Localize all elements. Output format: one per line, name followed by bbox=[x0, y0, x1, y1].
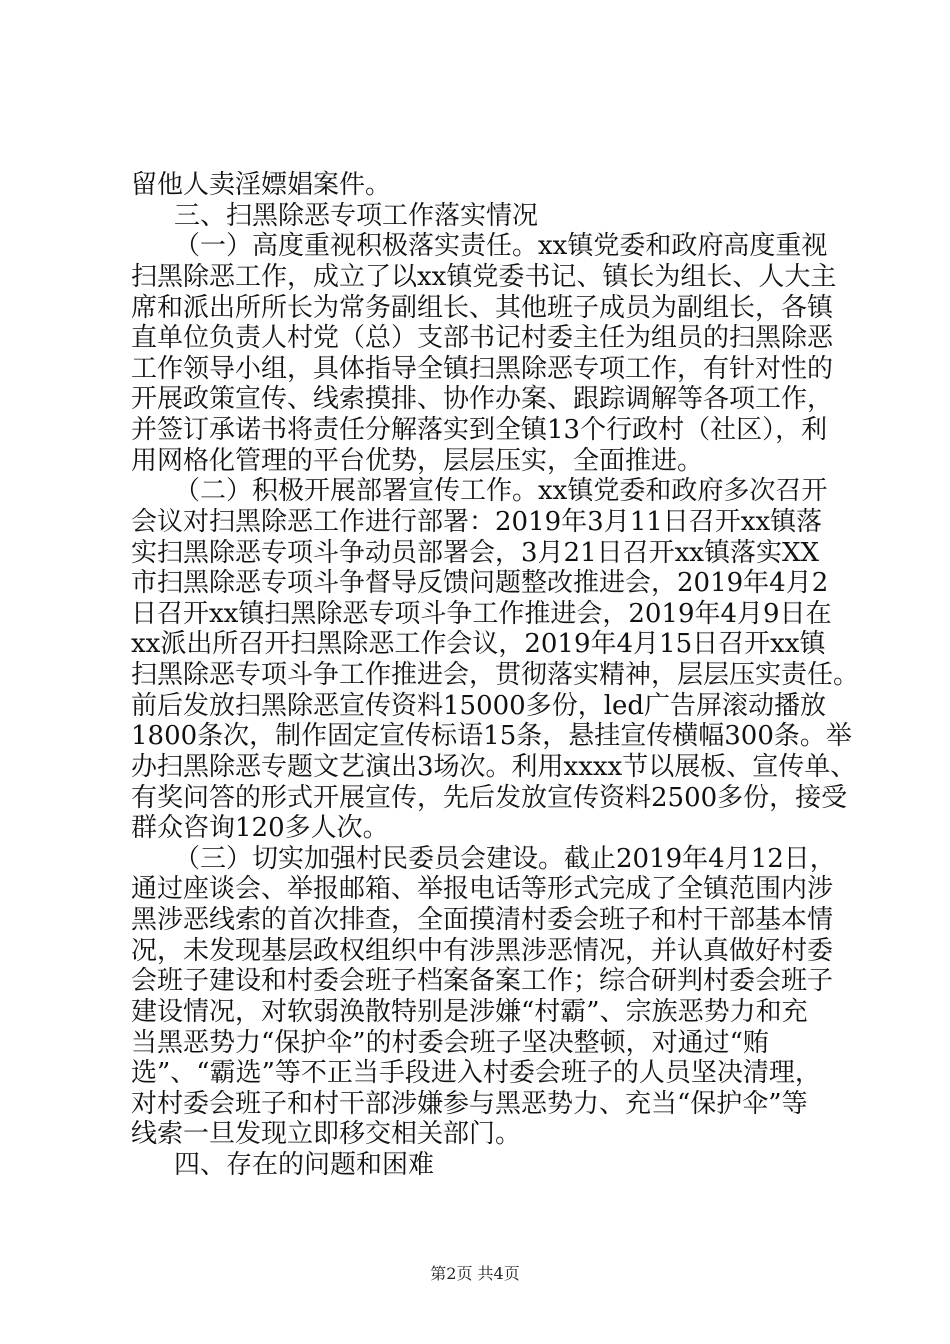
text-line: 席和派出所所长为常务副组长、其他班子成员为副组长，各镇 bbox=[131, 293, 834, 323]
text-line: 工作领导小组，具体指导全镇扫黑除恶专项工作，有针对性的 bbox=[131, 354, 834, 384]
text-line: 办扫黑除恶专题文艺演出3场次。利用xxxx节以展板、宣传单、 bbox=[131, 752, 857, 782]
text-line: 当黑恶势力“保护伞”的村委会班子坚决整顿，对通过“贿 bbox=[131, 1028, 769, 1058]
text-line: 并签订承诺书将责任分解落实到全镇13个行政村（社区），利 bbox=[131, 415, 828, 445]
section-heading: 三、扫黑除恶专项工作落实情况 bbox=[174, 201, 539, 231]
text-line: 对村委会班子和村干部涉嫌参与黑恶势力、充当“保护伞”等 bbox=[131, 1089, 808, 1119]
text-line: 通过座谈会、举报邮箱、举报电话等形式完成了全镇范围内涉 bbox=[131, 874, 834, 904]
text-line: 扫黑除恶工作，成立了以xx镇党委书记、镇长为组长、人大主 bbox=[131, 262, 837, 292]
text-line: 线索一旦发现立即移交相关部门。 bbox=[131, 1119, 522, 1149]
paragraph-first-line: （一）高度重视积极落实责任。xx镇党委和政府高度重视 bbox=[174, 231, 828, 261]
paragraph-first-line: （二）积极开展部署宣传工作。xx镇党委和政府多次召开 bbox=[174, 476, 828, 506]
text-line: 前后发放扫黑除恶宣传资料15000多份，led广告屏滚动播放 bbox=[131, 691, 827, 721]
text-line: 会班子建设和村委会班子档案备案工作；综合研判村委会班子 bbox=[131, 966, 834, 996]
text-line: 1800条次，制作固定宣传标语15条，悬挂宣传横幅300条。举 bbox=[131, 721, 852, 751]
text-line: 建设情况，对软弱涣散特别是涉嫌“村霸”、宗族恶势力和充 bbox=[131, 997, 808, 1027]
text-line: 用网格化管理的平台优势，层层压实，全面推进。 bbox=[131, 446, 704, 476]
text-line: 实扫黑除恶专项斗争动员部署会，3月21日召开xx镇落实XX bbox=[131, 538, 819, 568]
text-line: 有奖问答的形式开展宣传，先后发放宣传资料2500多份，接受 bbox=[131, 783, 848, 813]
text-line: 扫黑除恶专项斗争工作推进会，贯彻落实精神，层层压实责任。 bbox=[131, 660, 860, 690]
text-line: 市扫黑除恶专项斗争督导反馈问题整改推进会，2019年4月2 bbox=[131, 568, 829, 598]
paragraph-first-line: （三）切实加强村民委员会建设。截止2019年4月12日， bbox=[174, 844, 836, 874]
text-line: 况，未发现基层政权组织中有涉黑涉恶情况，并认真做好村委 bbox=[131, 936, 834, 966]
text-line: 留他人卖淫嫖娼案件。 bbox=[131, 170, 392, 200]
page-number-footer: 第2页 共4页 bbox=[430, 1264, 520, 1283]
text-line: 群众咨询120多人次。 bbox=[131, 813, 389, 843]
text-line: 日召开xx镇扫黑除恶专项斗争工作推进会，2019年4月9日在 bbox=[131, 599, 832, 629]
section-heading: 四、存在的问题和困难 bbox=[174, 1150, 435, 1180]
text-line: xx派出所召开扫黑除恶工作会议，2019年4月15日召开xx镇 bbox=[131, 629, 826, 659]
text-line: 黑涉恶线索的首次排查，全面摸清村委会班子和村干部基本情 bbox=[131, 905, 834, 935]
text-line: 选”、“霸选”等不正当手段进入村委会班子的人员坚决清理， bbox=[131, 1058, 821, 1088]
text-line: 开展政策宣传、线索摸排、协作办案、跟踪调解等各项工作， bbox=[131, 384, 834, 414]
text-line: 直单位负责人村党（总）支部书记村委主任为组员的扫黑除恶 bbox=[131, 323, 834, 353]
text-line: 会议对扫黑除恶工作进行部署：2019年3月11日召开xx镇落 bbox=[131, 507, 823, 537]
